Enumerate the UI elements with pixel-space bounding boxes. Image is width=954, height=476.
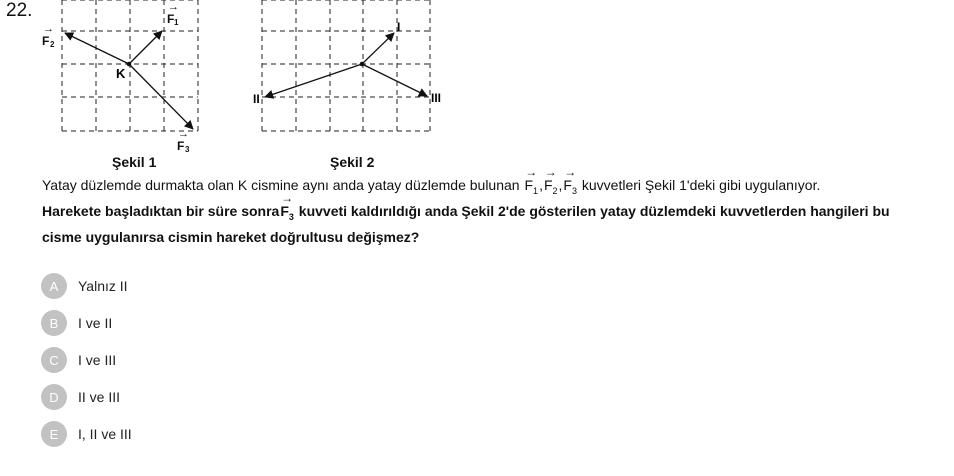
vector-iii xyxy=(362,64,427,96)
svg-text:F: F xyxy=(177,139,185,153)
vector-f3-inline-2: → $F_3$ xyxy=(280,191,294,222)
question-number: 22. xyxy=(6,0,33,21)
label-f1 xyxy=(167,1,179,27)
option-c-badge: C xyxy=(41,347,67,373)
vector-f2 xyxy=(65,33,129,64)
svg-text:→: → xyxy=(43,23,54,35)
vector-f3-inline: → $F_3$ xyxy=(563,165,577,196)
option-d-badge: D xyxy=(41,384,67,410)
vector-f1 xyxy=(129,31,162,64)
svg-text:3: 3 xyxy=(185,145,190,154)
label-f2 xyxy=(42,23,55,49)
line1-post: kuvvetleri Şekil 1'deki gibi uygulanıyor. xyxy=(581,177,821,193)
svg-text:→: → xyxy=(168,1,179,13)
vector-i xyxy=(362,33,394,64)
svg-text:→: → xyxy=(178,128,189,140)
point-k xyxy=(127,62,132,67)
label-i: I xyxy=(397,20,401,34)
svg-text:F: F xyxy=(42,34,50,48)
line2-pre: Harekete başladıktan bir süre sonra xyxy=(42,203,280,219)
vector-f2-inline: → $F_2$ xyxy=(543,165,558,196)
point-k-label: K xyxy=(116,66,126,81)
vector-ii xyxy=(265,64,362,97)
option-b[interactable] xyxy=(41,310,112,336)
svg-text:1: 1 xyxy=(174,18,179,27)
figure2-center xyxy=(360,62,365,67)
option-d[interactable] xyxy=(41,384,120,410)
option-c[interactable] xyxy=(41,347,116,373)
option-a-badge: A xyxy=(41,273,67,299)
figures xyxy=(0,0,954,176)
option-a[interactable] xyxy=(41,273,128,299)
option-b-text: I ve II xyxy=(78,315,113,331)
figure2-vectors xyxy=(265,33,427,97)
option-e[interactable] xyxy=(41,421,132,447)
option-b-badge: B xyxy=(41,310,67,336)
line1-pre: Yatay düzlemde durmakta olan K cismine aynı anda yatay düzlemde bulunan xyxy=(42,177,520,193)
option-c-text: I ve III xyxy=(78,352,117,368)
label-iii: III xyxy=(431,91,442,105)
label-f3 xyxy=(177,128,190,154)
option-e-text: I, II ve III xyxy=(78,426,132,442)
option-a-text: Yalnız II xyxy=(78,278,128,294)
svg-text:F: F xyxy=(167,12,175,26)
question-line-3: cisme uygulanırsa cismin hareket doğrultusu değişmez? xyxy=(42,229,420,245)
question-line-2 xyxy=(42,191,890,222)
figure1-vectors xyxy=(65,31,193,129)
svg-text:2: 2 xyxy=(50,40,55,49)
label-ii: II xyxy=(253,92,260,106)
figure1-caption: Şekil 1 xyxy=(112,154,157,170)
line2-post: kuvveti kaldırıldığı anda Şekil 2'de gösterilen yatay düzlemdeki kuvvetlerden hangileri bu xyxy=(298,203,890,219)
figure2-grid xyxy=(262,0,430,132)
option-d-text: II ve III xyxy=(78,389,121,405)
question-line-1: Yatay düzlemde durmakta olan K cismine aynı anda yatay düzlemde bulunan → $F_1$, → $F_2$, → $F_3$ kuvvetleri Şekil 1'deki gibi uygulanıyor. xyxy=(42,165,821,196)
figure2-caption: Şekil 2 xyxy=(330,154,375,170)
option-e-badge: E xyxy=(41,421,67,447)
vector-f1-inline: → $F_1$ xyxy=(524,165,539,196)
